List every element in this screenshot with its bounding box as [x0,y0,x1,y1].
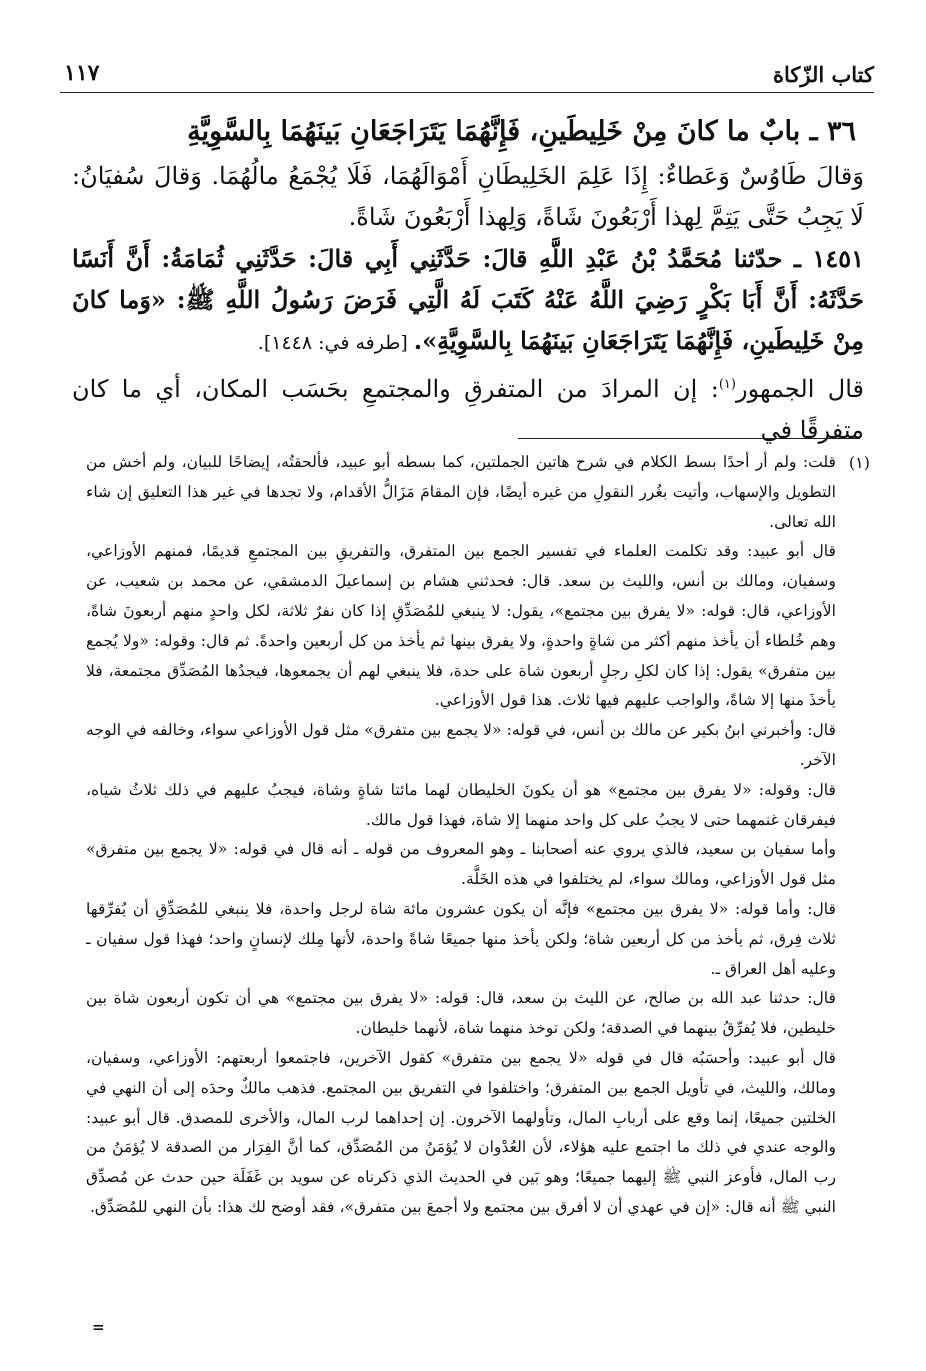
continuation-mark: = [92,1318,105,1336]
hadith-text: ١٤٥١ ـ حدّثنا مُحَمَّدُ بْنُ عَبْدِ اللَّهِ قالَ: حَدَّثَنِي أَبِي قالَ: حَدَّثَنِي ثُمَامَةُ: أَنَّ أَنَسًا حَدَّثَهُ: أَنَّ أَبَا بَكْرٍ رَضِيَ اللَّهُ عَنْهُ كَتَبَ لَهُ الَّتِي فَرَضَ رَسُولُ اللَّهِ ﷺ: «وَما كانَ مِنْ خَلِيطَينِ، فَإِنَّهُمَا يَتَرَاجَعَانِ بَينَهُمَا بِالسَّوِيَّةِ». [72,244,864,355]
footnote-body [86,448,836,1223]
footnote-paragraph: قال أبو عبيد: وقد تكلمت العلماء في تفسير الجمع بين المتفرق، والتفريقِ بين المجتمعِ قديمًا، فمنهم الأوزاعي، وسفيان، ومالك بن أنس، والليث بن سعد. قال: فحدثني هشام بن إسماعيلَ الدمشقي، عن محمد بن شعيب، عن الأوزاعي، قال: قوله: «لا يفرق بين مجتمع»، يقول: لا ينبغي للمُصَدِّقِ إذا كان نفرٌ ثلاثة، لكل واحدٍ منهم أربعونَ شاةً، وهم خُلطاء أن يأخذ منهم أكثر من شاةٍ واحدةٍ، ولا يفرق بينها ثم يأخذ من كل أربعين واحدةً. ثم قال: وقوله: «ولا يُجمع بين متفرق» يقول: إذا كان لكلِ رجلٍ أربعون شاة على حدة، فلا ينبغي لهم أن يجمعوها، فيجدُها المُصَدِّق مجتمعة، فلا يأخذَ منها إلا شاةً، والواجب عليهم فيها ثلاث. هذا قول الأوزاعي. [86,542,836,710]
hadith-cross-reference: [طرفه في: ١٤٤٨]. [257,332,414,354]
main-text [72,112,864,451]
commentary-paragraph: وَقالَ طَاوُسٌ وَعَطاءٌ: إِذَا عَلِمَ الخَلِيطَانِ أَمْوَالَهُمَا، فَلَا يُجْمَعُ مالُهُمَا. وَقالَ سُفيَانُ: لَا يَجِبُ حَتَّى يَتِمَّ لِهذا أَرْبَعُونَ شَاةً، وَلِهذا أَرْبَعُونَ شَاةً. [72,162,864,231]
jumhur-text: : إن المرادَ من المتفرقِ والمجتمعِ بحَسَب المكان، أي ما كان متفرقًا في [72,375,864,444]
footnote-paragraph: قال أبو عبيد: وأحسَبُه قال في قوله «لا يجمع بين متفرق» كقول الآخرين، فاجتمعوا أربعتهم: الأوزاعي، وسفيان، ومالك، والليث، في تأويل الجمع بين المتفرق؛ واختلفوا في التفريق بين المجتمع. فذهب مالكٌ وحدَه إلى أن النهي في الخلتين جميعًا، إنما وقع على أربابِ المال، وتأولهما الآخرون. إن إحداهما لرب المال، والأخرى للمصدق. قال أبو عبيد: والوجه عندي في ذلك ما اجتمع عليه هؤلاء، لأن العُدْوان لا يُؤمَنُ من المُصَدِّق، كما أنَّ الفِرَار من الصدقة لا يُؤمَنُ من رب المال، فأوعز النبي ﷺ إليهما جميعًا؛ وهو بَين في الحديث الذي ذكرناه عن سويد بن غَفَلَة حين حدث عن مُصدِّق النبي ﷺ أنه قال: «إن في عهدي أن لا أفرق بين مجتمع ولا أجمعَ بين متفرق»، فقد أوضح لك هذا: بأن النهي للمُصَدِّق. [86,1048,836,1216]
footnote-reference: (١) [718,377,736,392]
footnote-1 [86,448,870,1223]
footnote-paragraph: قلت: ولم أر أحدًا بسط الكلام في شرح هاتين الجملتين، كما بسطه أبو عبيد، فألحقتُه، إيضاحًا للبيان، ولم أخش من التطويل والإسهاب، وأتيت بغُرر النقولِ من غيره أيضًا، فإن المقامَ مَزَالُّ الأقدام، ولا تجدها في غير هذا التعليق إن شاء الله تعالى. [86,453,836,531]
hadith-paragraph [72,238,864,364]
footnote-paragraph: قال: حدثنا عبد الله بن صالح، عن الليث بن سعد، قال: قوله: «لا يفرق بين مجتمع» هي أن تكون أربعون شاة بين خليطين، فلا يُفرِّقُ بينهما في الصدقة؛ ولكن توخذ منهما شاة، لأنهما خليطان. [86,989,836,1038]
footnotes-section [86,448,870,1223]
book-title: كتاب الزّكاة [772,62,874,87]
jumhur-lead: قال الجمهور [735,375,865,403]
running-head [60,58,874,93]
footnote-paragraph: قال: وقوله: «لا يفرق بين مجتمع» هو أن يكونَ الخليطان لهما مائتا شاةٍ وشاة، فيجبُ عليهم في ذلك ثلاثُ شياه، فيفرقان غنمهما حتى لا يجبُ على كل واحد منهما إلا شاة، فهذا قول مالك. [86,780,836,829]
footnote-paragraph: وأما سفيان بن سعيد، فالذي يروي عنه أصحابنا ـ وهو المعروف من قوله ـ أنه قال في قوله: «لا يجمع بين متفرق» مثل قول الأوزاعي، ومالك سواء، لم يختلفوا في هذه الخَلَّة. [86,840,836,889]
chapter-heading: ٣٦ ـ بابٌ ما كانَ مِنْ خَلِيطَينِ، فَإِنَّهُمَا يَتَرَاجَعَانِ بَينَهُمَا بِالسَّوِيَّةِ [187,116,856,147]
footnote-separator [518,438,860,439]
footnote-paragraph: قال: وأخبرني ابنُ بكير عن مالك بن أنس، في قوله: «لا يجمع بين متفرق» مثل قول الأوزاعي سواء، وخالفه في الوجه الآخر. [86,721,836,769]
page-number: ١١٧ [64,60,100,86]
footnote-marker: (١) [848,453,870,472]
footnote-paragraph: قال: وأما قوله: «لا يفرق بين مجتمع» فإنَّه أن يكون عشرون مائة شاة لرجل واحدة، فلا ينبغي للمُصَدِّقِ أن يُفرِّقها ثلاث فِرق، ثم يأخذ من كل أربعين شاة؛ ولكن يأخذ منها جميعًا شاةً واحدة، لأنها مِلك لإنسانٍ واحد؛ فهذا قول سفيان ـ وعليه أهل العراق ـ. [86,899,836,978]
